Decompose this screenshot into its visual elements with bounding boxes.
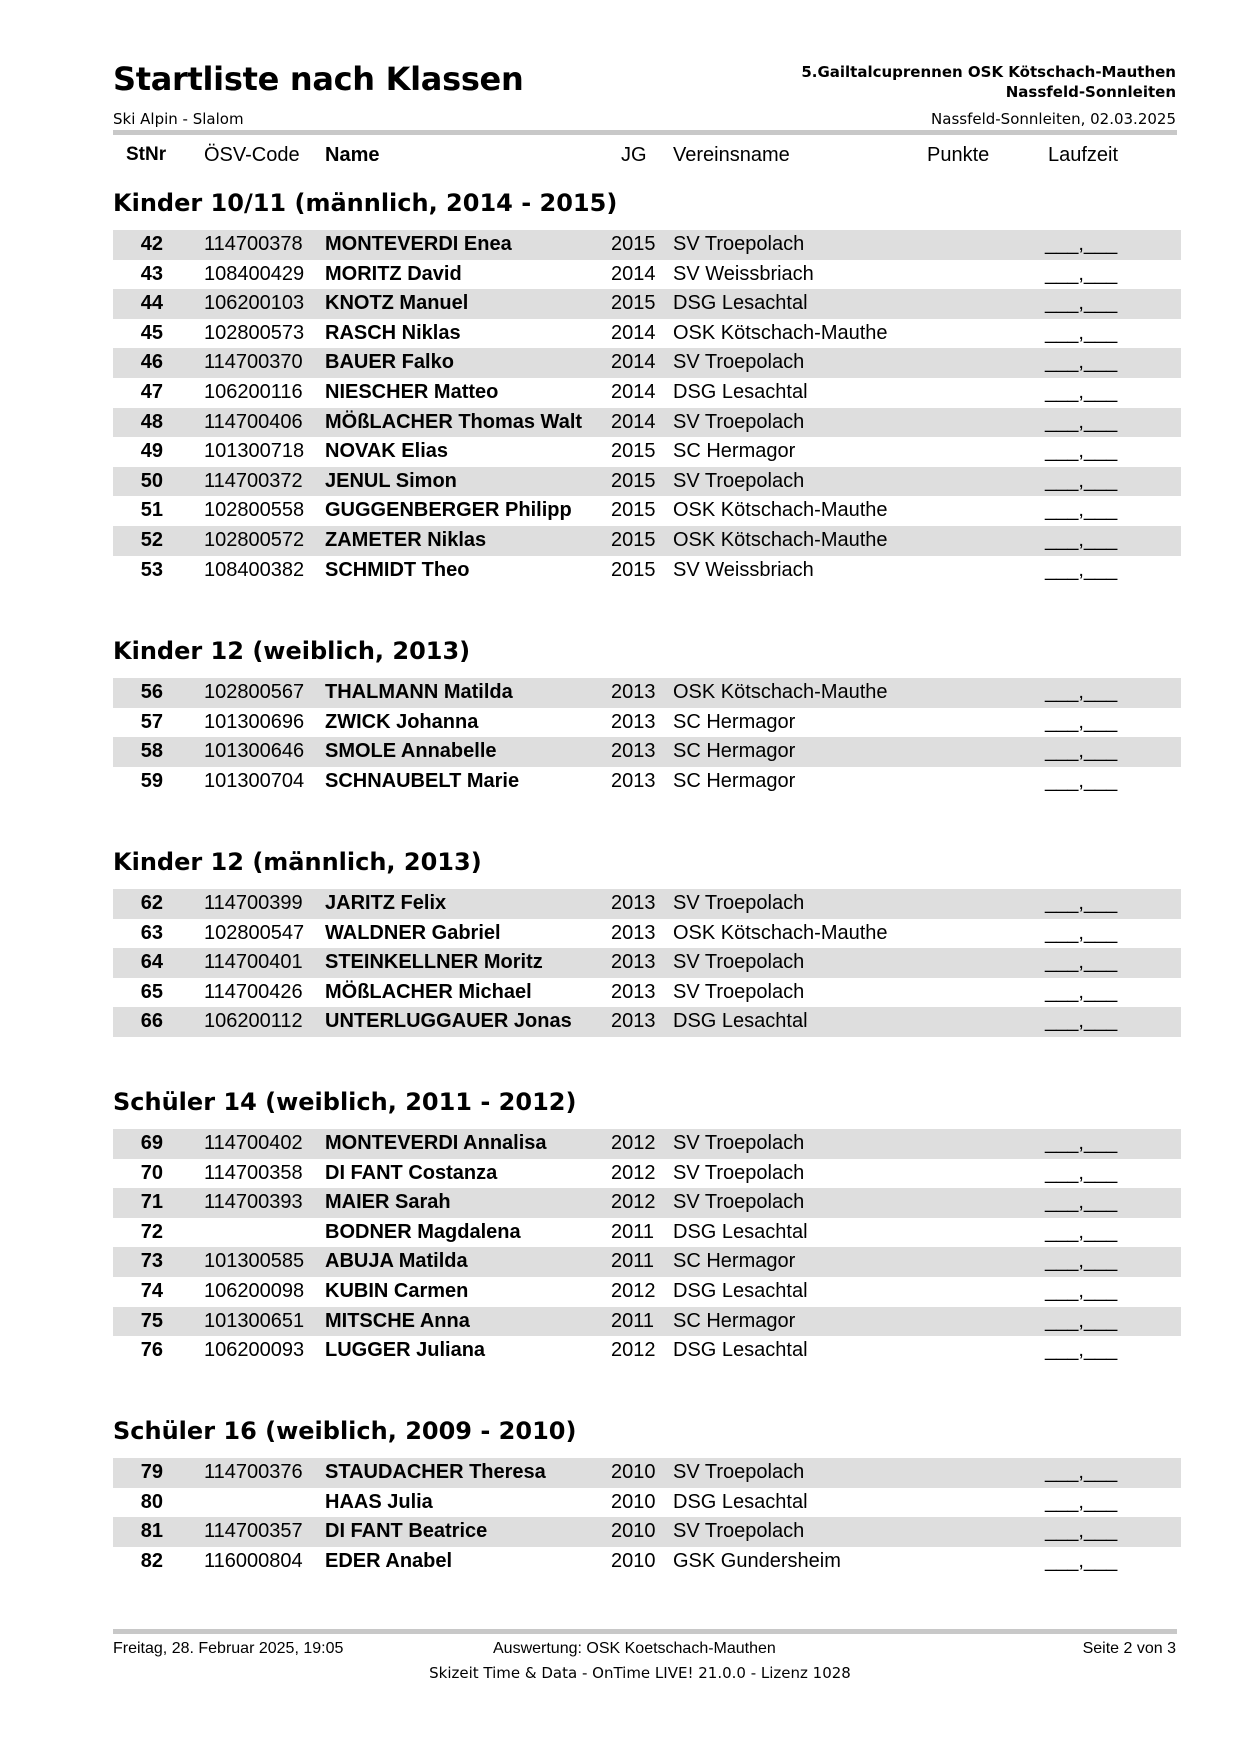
athlete-name: MORITZ David [325,262,462,285]
osv-code: 106200112 [204,1010,303,1033]
birth-year: 2010 [611,1461,656,1483]
table-row [113,708,1181,738]
start-number: 82 [140,1549,163,1572]
osv-code: 106200093 [204,1339,305,1362]
athlete-name: ABUJA Matilda [325,1250,468,1273]
start-number: 66 [140,1010,163,1033]
class-section [113,1416,1181,1576]
run-time-placeholder: ___,___ [1045,1520,1118,1543]
start-number: 75 [140,1309,163,1332]
table-row [113,1188,1181,1218]
run-time-placeholder: ___,___ [1045,410,1118,433]
club-name: OSK Kötschach-Mauthe [673,321,888,344]
table-row [113,556,1181,586]
athlete-name: ZWICK Johanna [325,710,479,733]
athlete-name: BODNER Magdalena [325,1220,521,1243]
athlete-name: MÖßLACHER Thomas Walt [325,410,583,433]
table-row [113,767,1181,797]
run-time-placeholder: ___,___ [1045,1161,1118,1184]
birth-year: 2012 [611,1191,656,1214]
start-number: 79 [140,1461,163,1483]
birth-year: 2013 [611,980,656,1003]
class-section [113,188,1181,585]
osv-code: 106200098 [204,1279,305,1302]
table-row [113,1007,1181,1037]
page-title: Startliste nach Klassen [113,60,524,98]
club-name: SV Weissbriach [673,558,814,581]
birth-year: 2014 [611,262,656,285]
table-row [113,978,1181,1008]
club-name: SC Hermagor [673,1250,796,1273]
athlete-name: SMOLE Annabelle [325,740,497,763]
run-time-placeholder: ___,___ [1045,681,1118,703]
start-number: 53 [140,558,163,581]
athlete-name: STEINKELLNER Moritz [325,951,543,974]
start-number: 57 [140,710,163,733]
table-row [113,1336,1181,1366]
birth-year: 2013 [611,681,656,703]
athlete-name: MITSCHE Anna [325,1309,470,1332]
start-number: 69 [140,1132,163,1154]
class-section [113,636,1181,796]
table-row [113,1129,1181,1159]
run-time-placeholder: ___,___ [1045,1250,1118,1273]
birth-year: 2012 [611,1339,656,1362]
birth-year: 2015 [611,469,656,492]
osv-code: 114700357 [204,1520,303,1543]
event-name-line1: 5.Gailtalcuprennen OSK Kötschach-Mauthen [801,63,1176,81]
start-number: 59 [140,769,163,792]
athlete-name: SCHNAUBELT Marie [325,769,520,792]
table-row [113,437,1181,467]
run-time-placeholder: ___,___ [1045,892,1118,914]
start-number: 71 [140,1191,163,1214]
table-row [113,1307,1181,1337]
athlete-name: MONTEVERDI Annalisa [325,1132,547,1154]
athlete-name: UNTERLUGGAUER Jonas [325,1010,572,1033]
osv-code: 101300696 [204,710,305,733]
bottom-rule [113,1629,1177,1634]
athlete-name: RASCH Niklas [325,321,461,344]
table-row [113,1277,1181,1307]
birth-year: 2010 [611,1490,656,1513]
class-section [113,847,1181,1037]
birth-year: 2014 [611,410,656,433]
osv-code: 114700376 [204,1461,303,1483]
club-name: SV Troepolach [673,951,805,974]
birth-year: 2015 [611,440,656,463]
table-row [113,1488,1181,1518]
osv-code: 114700358 [204,1161,303,1184]
athlete-name: NOVAK Elias [325,440,448,463]
athlete-name: THALMANN Matilda [325,681,513,703]
athlete-name: ZAMETER Niklas [325,528,487,551]
column-header-osv: ÖSV-Code [204,144,300,166]
run-time-placeholder: ___,___ [1045,980,1118,1003]
osv-code: 114700372 [204,469,303,492]
run-time-placeholder: ___,___ [1045,321,1118,344]
club-name: SV Troepolach [673,892,805,914]
athlete-name: KUBIN Carmen [325,1279,469,1302]
table-row [113,1547,1181,1577]
birth-year: 2013 [611,951,656,974]
osv-code: 108400382 [204,558,305,581]
run-time-placeholder: ___,___ [1045,558,1118,581]
athlete-name: STAUDACHER Theresa [325,1461,546,1483]
osv-code: 114700393 [204,1191,303,1214]
birth-year: 2015 [611,558,656,581]
club-name: OSK Kötschach-Mauthe [673,681,888,703]
run-time-placeholder: ___,___ [1045,740,1118,763]
run-time-placeholder: ___,___ [1045,1309,1118,1332]
club-name: DSG Lesachtal [673,1220,808,1243]
osv-code: 102800573 [204,321,305,344]
run-time-placeholder: ___,___ [1045,1490,1118,1513]
start-number: 42 [140,233,163,255]
start-number: 81 [140,1520,163,1543]
start-number: 48 [140,410,163,433]
osv-code: 114700402 [204,1132,303,1154]
table-row [113,1159,1181,1189]
athlete-name: BAUER Falko [325,351,454,374]
athlete-name: WALDNER Gabriel [325,921,501,944]
athlete-name: SCHMIDT Theo [325,558,470,581]
start-number: 74 [140,1279,163,1302]
table-row [113,319,1181,349]
run-time-placeholder: ___,___ [1045,951,1118,974]
birth-year: 2015 [611,233,656,255]
osv-code: 102800572 [204,528,305,551]
birth-year: 2011 [611,1309,655,1332]
start-number: 80 [140,1490,163,1513]
run-time-placeholder: ___,___ [1045,1279,1118,1302]
column-header-punkte: Punkte [927,144,990,166]
table-row [113,678,1181,708]
club-name: OSK Kötschach-Mauthe [673,921,888,944]
club-name: DSG Lesachtal [673,1279,808,1302]
start-number: 52 [140,528,163,551]
club-name: SV Troepolach [673,351,805,374]
table-row [113,230,1181,260]
athlete-name: LUGGER Juliana [325,1339,486,1362]
athlete-name: JENUL Simon [325,469,457,492]
club-name: SV Troepolach [673,469,805,492]
start-number: 50 [140,469,163,492]
column-header-jg: JG [621,144,647,166]
event-name-line2: Nassfeld-Sonnleiten [1005,83,1176,101]
column-header-verein: Vereinsname [673,144,790,166]
osv-code: 106200103 [204,292,305,315]
club-name: SV Troepolach [673,1461,805,1483]
class-section [113,1087,1181,1366]
table-row [113,1458,1181,1488]
birth-year: 2011 [611,1220,655,1243]
run-time-placeholder: ___,___ [1045,351,1118,374]
run-time-placeholder: ___,___ [1045,1132,1118,1154]
athlete-name: MONTEVERDI Enea [325,233,512,255]
start-number: 45 [140,321,163,344]
birth-year: 2013 [611,769,656,792]
birth-year: 2015 [611,292,656,315]
table-row [113,889,1181,919]
club-name: SV Troepolach [673,1191,805,1214]
osv-code: 102800558 [204,499,305,522]
start-number: 47 [140,380,163,403]
run-time-placeholder: ___,___ [1045,469,1118,492]
club-name: DSG Lesachtal [673,1490,808,1513]
birth-year: 2013 [611,892,656,914]
athlete-name: MAIER Sarah [325,1191,451,1214]
run-time-placeholder: ___,___ [1045,921,1118,944]
osv-code: 116000804 [204,1549,303,1572]
club-name: GSK Gundersheim [673,1549,841,1572]
table-row [113,496,1181,526]
osv-code: 101300651 [204,1309,305,1332]
club-name: DSG Lesachtal [673,1339,808,1362]
column-header-name: Name [325,144,380,166]
osv-code: 101300585 [204,1250,305,1273]
run-time-placeholder: ___,___ [1045,233,1118,255]
event-place-date: Nassfeld-Sonnleiten, 02.03.2025 [931,110,1176,128]
club-name: OSK Kötschach-Mauthe [673,499,888,522]
osv-code: 114700401 [204,951,303,974]
birth-year: 2014 [611,351,656,374]
osv-code: 114700370 [204,351,303,374]
class-title: Kinder 10/11 (männlich, 2014 - 2015) [113,189,618,217]
athlete-name: HAAS Julia [325,1490,433,1513]
class-title: Schüler 14 (weiblich, 2011 - 2012) [113,1088,577,1116]
club-name: SV Troepolach [673,410,805,433]
run-time-placeholder: ___,___ [1045,499,1118,522]
table-row [113,737,1181,767]
footer-evaluation: Auswertung: OSK Koetschach-Mauthen [493,1640,776,1657]
birth-year: 2012 [611,1161,656,1184]
start-number: 70 [140,1161,163,1184]
birth-year: 2013 [611,921,656,944]
run-time-placeholder: ___,___ [1045,710,1118,733]
start-number: 72 [140,1220,163,1243]
table-row [113,1247,1181,1277]
birth-year: 2013 [611,710,656,733]
osv-code: 101300704 [204,769,305,792]
table-row [113,260,1181,290]
run-time-placeholder: ___,___ [1045,1461,1118,1483]
club-name: OSK Kötschach-Mauthe [673,528,888,551]
run-time-placeholder: ___,___ [1045,1220,1118,1243]
club-name: SC Hermagor [673,440,796,463]
club-name: SC Hermagor [673,1309,796,1332]
page-subtitle: Ski Alpin - Slalom [113,110,244,128]
column-header-laufzeit: Laufzeit [1048,144,1119,166]
osv-code: 114700378 [204,233,303,255]
run-time-placeholder: ___,___ [1045,1191,1118,1214]
athlete-name: MÖßLACHER Michael [325,980,532,1003]
class-title: Kinder 12 (männlich, 2013) [113,848,482,876]
club-name: SV Weissbriach [673,262,814,285]
table-row [113,378,1181,408]
class-title: Schüler 16 (weiblich, 2009 - 2010) [113,1417,577,1445]
start-number: 51 [140,499,163,522]
table-row [113,467,1181,497]
start-number: 76 [140,1339,163,1362]
club-name: SV Troepolach [673,980,805,1003]
birth-year: 2014 [611,321,656,344]
start-number: 63 [140,921,163,944]
run-time-placeholder: ___,___ [1045,292,1118,315]
osv-code: 114700426 [204,980,303,1003]
top-rule [113,130,1177,135]
club-name: DSG Lesachtal [673,292,808,315]
start-number: 65 [140,980,163,1003]
athlete-name: EDER Anabel [325,1549,453,1572]
run-time-placeholder: ___,___ [1045,440,1118,463]
athlete-name: GUGGENBERGER Philipp [325,499,572,522]
table-row [113,919,1181,949]
osv-code: 101300718 [204,440,305,463]
birth-year: 2014 [611,380,656,403]
club-name: SC Hermagor [673,710,796,733]
club-name: SV Troepolach [673,1132,805,1154]
start-number: 46 [140,351,163,374]
birth-year: 2011 [611,1250,655,1273]
osv-code: 114700406 [204,410,303,433]
start-number: 44 [140,292,163,315]
start-number: 73 [140,1250,163,1273]
birth-year: 2012 [611,1279,656,1302]
athlete-name: JARITZ Felix [325,892,447,914]
birth-year: 2013 [611,1010,656,1033]
club-name: DSG Lesachtal [673,1010,808,1033]
table-row [113,348,1181,378]
osv-code: 102800567 [204,681,305,703]
table-row [113,526,1181,556]
class-title: Kinder 12 (weiblich, 2013) [113,637,471,665]
birth-year: 2012 [611,1132,656,1154]
club-name: SV Troepolach [673,1161,805,1184]
birth-year: 2015 [611,499,656,522]
start-number: 62 [140,892,163,914]
club-name: SV Troepolach [673,233,805,255]
osv-code: 101300646 [204,740,305,763]
run-time-placeholder: ___,___ [1045,380,1118,403]
osv-code: 102800547 [204,921,305,944]
table-row [113,408,1181,438]
table-row [113,1218,1181,1248]
start-number: 64 [140,951,163,974]
footer-printed-date: Freitag, 28. Februar 2025, 19:05 [113,1640,344,1657]
run-time-placeholder: ___,___ [1045,1010,1118,1033]
birth-year: 2015 [611,528,656,551]
osv-code: 106200116 [204,380,303,403]
birth-year: 2013 [611,740,656,763]
club-name: SC Hermagor [673,769,796,792]
athlete-name: DI FANT Costanza [325,1161,498,1184]
table-row [113,289,1181,319]
table-row [113,1517,1181,1547]
club-name: SV Troepolach [673,1520,805,1543]
run-time-placeholder: ___,___ [1045,769,1118,792]
birth-year: 2010 [611,1520,656,1543]
table-row [113,948,1181,978]
birth-year: 2010 [611,1549,656,1572]
start-number: 56 [140,681,163,703]
run-time-placeholder: ___,___ [1045,528,1118,551]
club-name: DSG Lesachtal [673,380,808,403]
run-time-placeholder: ___,___ [1045,262,1118,285]
column-header-stnr: StNr [126,144,167,165]
club-name: SC Hermagor [673,740,796,763]
start-number: 49 [140,440,163,463]
footer-page-number: Seite 2 von 3 [1082,1640,1176,1657]
event-name [801,62,1176,102]
athlete-name: DI FANT Beatrice [325,1520,488,1543]
osv-code: 114700399 [204,892,303,914]
athlete-name: NIESCHER Matteo [325,380,499,403]
run-time-placeholder: ___,___ [1045,1549,1118,1572]
run-time-placeholder: ___,___ [1045,1339,1118,1362]
start-number: 43 [140,262,163,285]
osv-code: 108400429 [204,262,305,285]
athlete-name: KNOTZ Manuel [325,292,469,315]
start-number: 58 [140,740,163,763]
footer-license: Skizeit Time & Data - OnTime LIVE! 21.0.0 - Lizenz 1028 [429,1664,851,1682]
